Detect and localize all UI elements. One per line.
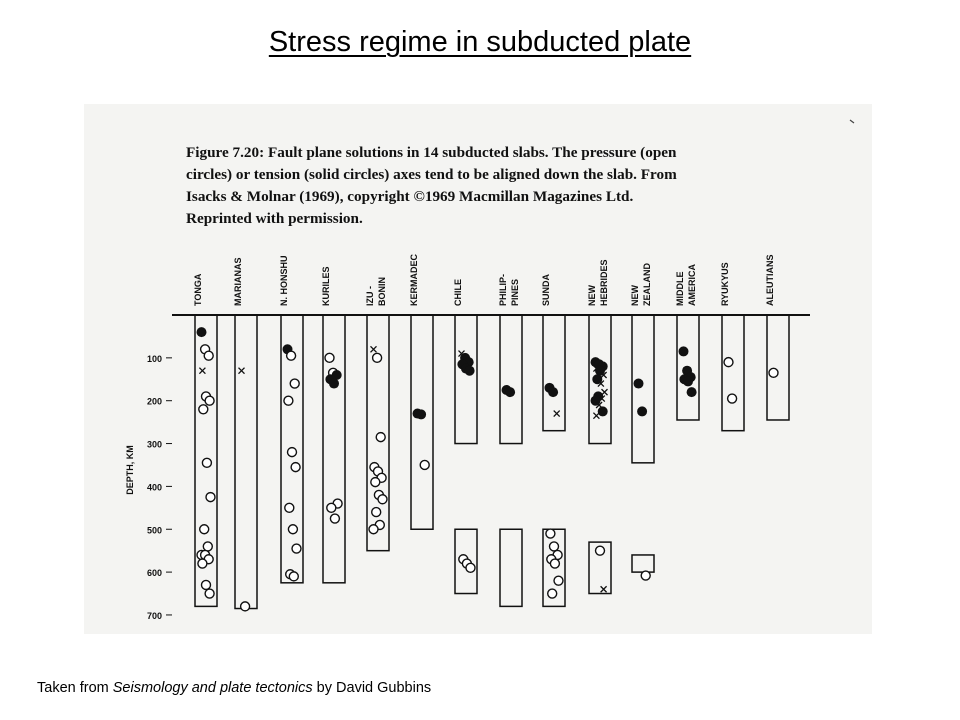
cross-marker (554, 411, 560, 417)
pressure-axis-open-circle (202, 580, 211, 589)
source-suffix: by David Gubbins (312, 680, 432, 696)
slab-name-label: N. HONSHU (279, 255, 289, 306)
slab-box (500, 315, 522, 444)
source-credit (37, 680, 431, 696)
tension-axis-solid-circle (634, 379, 644, 389)
slab-box (411, 315, 433, 529)
scan-speck (850, 120, 854, 123)
slab-name-label: SUNDA (541, 273, 551, 306)
pressure-axis-open-circle (769, 368, 778, 377)
slab-name-label: MARIANAS (233, 257, 243, 306)
depth-tick-label: 700 (146, 610, 162, 621)
tension-axis-solid-circle (637, 406, 647, 416)
pressure-axis-open-circle (641, 571, 650, 580)
slab-name-label: NEW (587, 285, 597, 306)
slab-box (500, 529, 522, 606)
depth-tick-label: 300 (146, 439, 162, 450)
pressure-axis-open-circle (371, 478, 380, 487)
pressure-axis-open-circle (285, 503, 294, 512)
pressure-axis-open-circle (373, 353, 382, 362)
slab-name-label: PHILIP- (498, 273, 508, 306)
slab-box (455, 315, 477, 444)
tension-axis-solid-circle (465, 366, 475, 376)
pressure-axis-open-circle (554, 576, 563, 585)
pressure-axis-open-circle (550, 542, 559, 551)
pressure-axis-open-circle (372, 508, 381, 517)
pressure-axis-open-circle (200, 525, 209, 534)
pressure-axis-open-circle (291, 463, 300, 472)
pressure-axis-open-circle (376, 433, 385, 442)
slab-name-label: MIDDLE (675, 271, 685, 306)
pressure-axis-open-circle (728, 394, 737, 403)
figure-caption: Figure 7.20: Fault plane solutions in 14 subducted slabs. The pressure (open circles) or tension (solid circles) axes tend to be aligned down the slab. From Isacks & Molnar (1969), copyright ©1969 Macmillan Magazines Ltd. Reprinted with permission. (186, 144, 677, 227)
depth-tick-label: 500 (146, 525, 162, 536)
pressure-axis-open-circle (369, 525, 378, 534)
pressure-axis-open-circle (241, 602, 250, 611)
slab-name-label: PINES (510, 278, 520, 306)
pressure-axis-open-circle (546, 529, 555, 538)
tension-axis-solid-circle (598, 406, 608, 416)
depth-tick-label: 400 (146, 482, 162, 493)
source-book: Seismology and plate tectonics (112, 680, 313, 696)
pressure-axis-open-circle (290, 379, 299, 388)
depth-axis-label: DEPTH, KM (125, 445, 135, 495)
tension-axis-solid-circle (329, 379, 339, 389)
slab-name-label: HEBRIDES (599, 259, 609, 306)
tension-axis-solid-circle (679, 346, 689, 356)
pressure-axis-open-circle (199, 405, 208, 414)
slab-name-label: ZEALAND (642, 263, 652, 306)
pressure-axis-open-circle (206, 493, 215, 502)
slab-box (767, 315, 789, 420)
slab-box (235, 315, 257, 609)
slab-name-label: ALEUTIANS (765, 254, 775, 306)
pressure-axis-open-circle (288, 448, 297, 457)
tension-axis-solid-circle (505, 387, 515, 397)
pressure-axis-open-circle (284, 396, 293, 405)
slab-name-label: AMERICA (687, 264, 697, 306)
cross-marker (593, 413, 599, 419)
pressure-axis-open-circle (198, 559, 207, 568)
pressure-axis-open-circle (202, 458, 211, 467)
cross-marker (371, 346, 377, 352)
slab-box (632, 315, 654, 463)
pressure-axis-open-circle (466, 563, 475, 572)
source-prefix: Taken from (37, 680, 113, 696)
slide-title: Stress regime in subducted plate (268, 26, 692, 58)
slab-name-label: KERMADEC (409, 253, 419, 306)
pressure-axis-open-circle (289, 572, 298, 581)
pressure-axis-open-circle (288, 525, 297, 534)
slab-name-label: BONIN (377, 277, 387, 306)
cross-marker (601, 586, 607, 592)
slab-name-label: KURILES (321, 266, 331, 306)
pressure-axis-open-circle (327, 503, 336, 512)
pressure-axis-open-circle (205, 589, 214, 598)
pressure-axis-open-circle (325, 353, 334, 362)
slab-name-label: TONGA (193, 273, 203, 306)
pressure-axis-open-circle (203, 542, 212, 551)
tension-axis-solid-circle (197, 327, 207, 337)
pressure-axis-open-circle (292, 544, 301, 553)
tension-axis-solid-circle (683, 376, 693, 386)
pressure-axis-open-circle (420, 460, 429, 469)
slab-name-label: NEW (630, 285, 640, 306)
depth-tick-label: 600 (146, 568, 162, 579)
tension-axis-solid-circle (548, 387, 558, 397)
pressure-axis-open-circle (550, 559, 559, 568)
pressure-axis-open-circle (548, 589, 557, 598)
slab-name-label: RYUKYUS (720, 262, 730, 306)
pressure-axis-open-circle (205, 396, 214, 405)
pressure-axis-open-circle (287, 351, 296, 360)
tension-axis-solid-circle (416, 409, 426, 419)
slab-name-label: CHILE (453, 279, 463, 306)
pressure-axis-open-circle (378, 495, 387, 504)
depth-tick-label: 100 (146, 353, 162, 364)
cross-marker (239, 368, 245, 374)
slab-box (543, 315, 565, 431)
depth-tick-label: 200 (146, 396, 162, 407)
pressure-axis-open-circle (330, 514, 339, 523)
pressure-axis-open-circle (596, 546, 605, 555)
pressure-axis-open-circle (204, 351, 213, 360)
slab-box (632, 555, 654, 572)
slab-box (722, 315, 744, 431)
tension-axis-solid-circle (687, 387, 697, 397)
pressure-axis-open-circle (724, 358, 733, 367)
slab-name-label: IZU - (365, 286, 375, 306)
cross-marker (199, 368, 205, 374)
